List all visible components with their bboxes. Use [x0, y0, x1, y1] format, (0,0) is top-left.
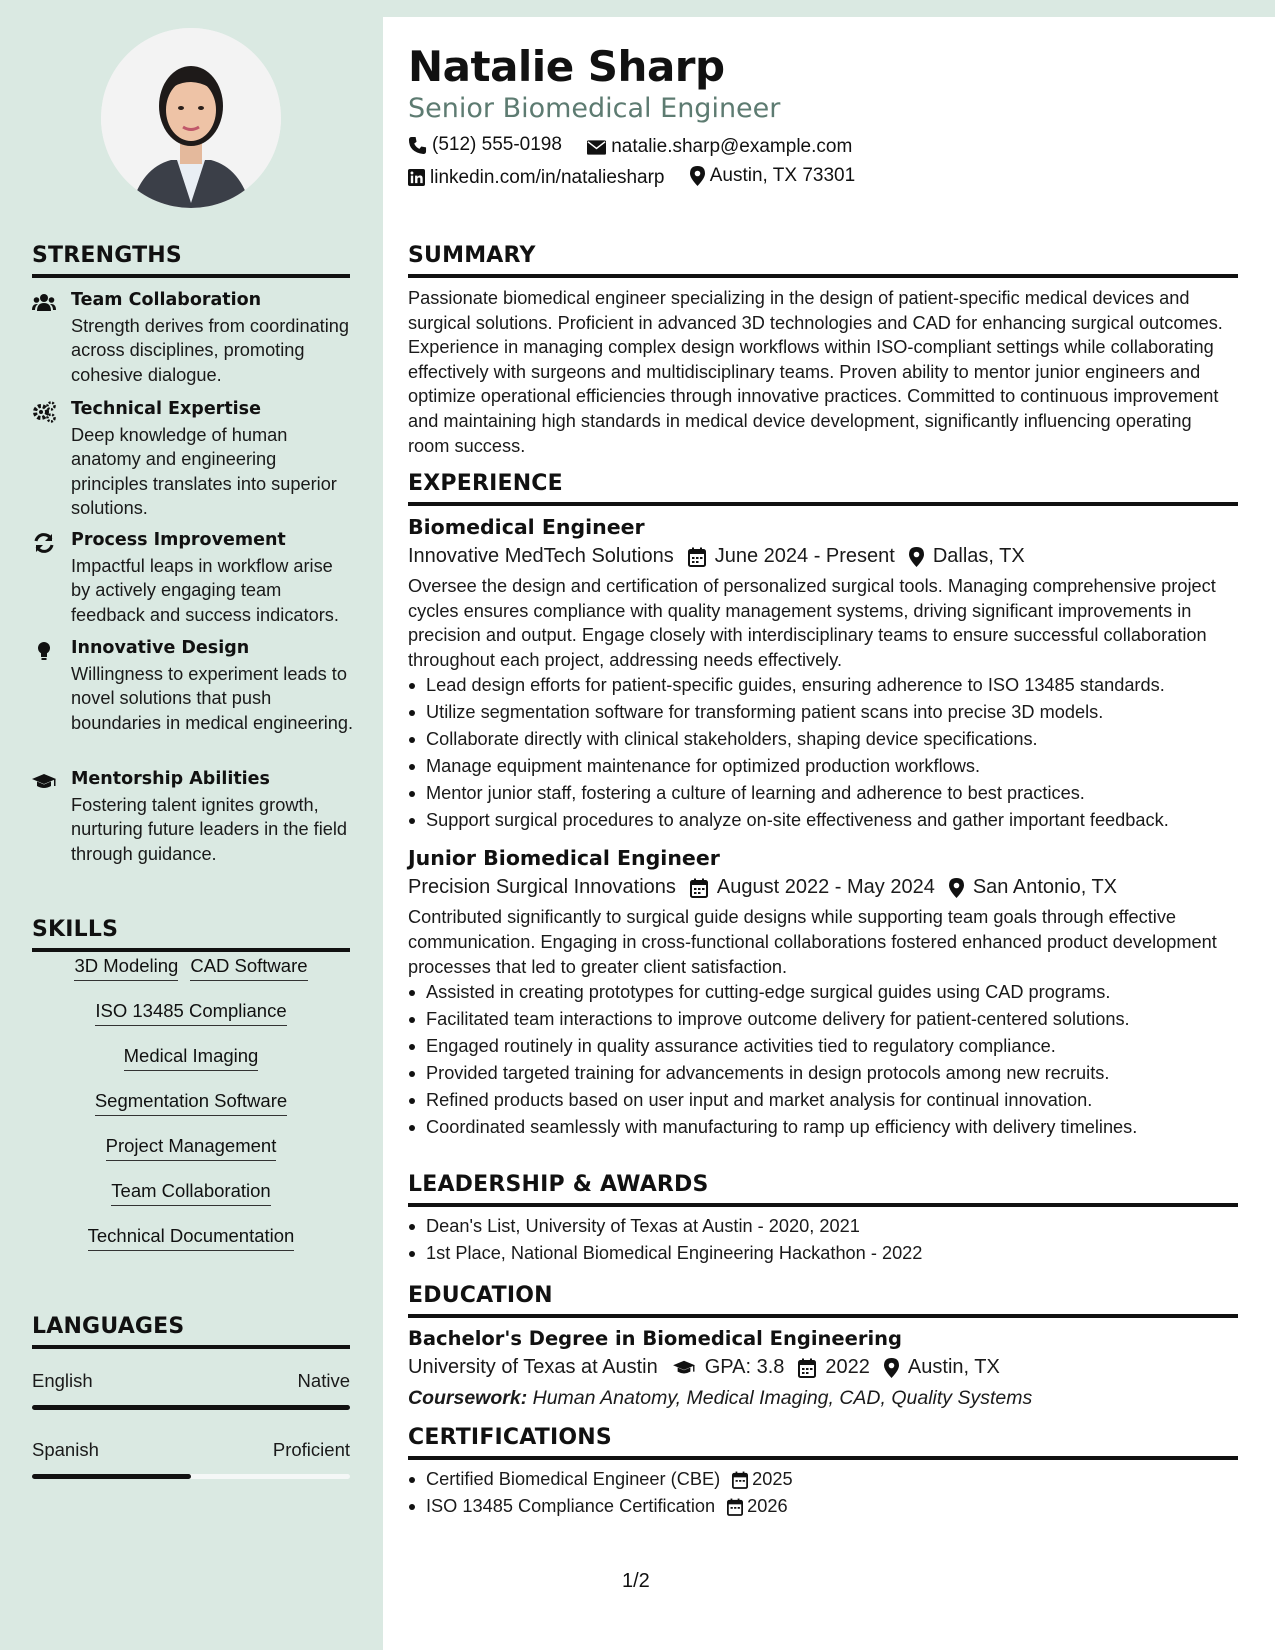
- job-title: Biomedical Engineer: [408, 515, 645, 539]
- skills-heading: SKILLS: [32, 917, 350, 952]
- job-dates: August 2022 - May 2024: [716, 876, 935, 899]
- strength-title: Mentorship Abilities: [71, 769, 270, 789]
- language-bar: [32, 1405, 350, 1410]
- calendar-icon: [727, 1498, 743, 1516]
- school-location: Austin, TX: [907, 1356, 1000, 1378]
- location-pin-icon: [949, 878, 964, 898]
- location-pin-icon: [690, 166, 705, 186]
- job-bullet: Lead design efforts for patient-specific guides, ensuring adherence to ISO 13485 standards.: [426, 672, 1238, 699]
- job-dates: June 2024 - Present: [714, 545, 895, 567]
- language-level: Proficient: [272, 1439, 350, 1460]
- candidate-name: Natalie Sharp: [408, 42, 725, 91]
- strength-title: Innovative Design: [71, 638, 250, 658]
- job-meta: [408, 545, 1238, 568]
- job-bullet: Support surgical procedures to analyze on-site effectiveness and gather important feedback.: [426, 807, 1238, 834]
- certifications-section: [408, 1425, 1238, 1520]
- email-link[interactable]: natalie.sharp@example.com: [611, 136, 853, 157]
- certifications-heading: CERTIFICATIONS: [408, 1425, 1238, 1460]
- strengths-section: [32, 243, 350, 278]
- languages-heading: LANGUAGES: [32, 1314, 350, 1349]
- education-section: [408, 1283, 1238, 1410]
- strength-title: Technical Expertise: [71, 399, 261, 419]
- skill-tag: CAD Software: [190, 955, 307, 981]
- job-bullet: Assisted in creating prototypes for cutting-edge surgical guides using CAD programs.: [426, 979, 1238, 1006]
- graduation-cap-icon: [672, 1358, 696, 1378]
- language-bar-fill: [32, 1474, 191, 1479]
- summary-heading: SUMMARY: [408, 243, 1238, 278]
- graduation-year: 2022: [825, 1356, 870, 1378]
- language-bar: [32, 1474, 350, 1479]
- job-company: Precision Surgical Innovations: [408, 876, 676, 899]
- skills-section: [32, 917, 350, 952]
- languages-section: [32, 1314, 350, 1349]
- lightbulb-icon: [32, 640, 56, 662]
- degree-title: Bachelor's Degree in Biomedical Engineering: [408, 1327, 902, 1350]
- envelope-icon: [587, 140, 606, 155]
- job-entry: [408, 846, 1238, 1141]
- location-text: Austin, TX 73301: [709, 165, 856, 186]
- language-level: Native: [297, 1370, 350, 1391]
- job-entry: [408, 515, 1238, 834]
- linkedin-link[interactable]: linkedin.com/in/nataliesharp: [430, 166, 665, 188]
- certification-name: Certified Biomedical Engineer (CBE): [426, 1469, 721, 1489]
- job-bullet: Utilize segmentation software for transforming patient scans into precise 3D models.: [426, 699, 1238, 726]
- calendar-icon: [688, 547, 706, 567]
- leadership-item: 1st Place, National Biomedical Engineering Hackathon - 2022: [426, 1240, 1238, 1267]
- calendar-icon: [690, 878, 708, 898]
- job-bullet: Manage equipment maintenance for optimized production workflows.: [426, 753, 1238, 780]
- location-pin-icon: [909, 547, 924, 567]
- contact-row: [408, 134, 872, 161]
- job-bullet: Refined products based on user input and market analysis for continual innovation.: [426, 1087, 1238, 1114]
- certification-year: 2025: [752, 1469, 793, 1489]
- summary-text: Passionate biomedical engineer specializing in the design of patient-specific medical devices and surgical solutions. Proficient in advanced 3D technologies and CAD for enhancing surgical outcomes. Experience in managing complex design workflows within ISO-compliant settings while collaborating effectively with surgeons and multidisciplinary teams. Proven ability to mentor junior engineers and optimize operational efficiencies through innovative practices. Committed to continuous improvement and maintaining high standards in medical device development, significantly influencing operating room success.: [408, 288, 1223, 456]
- job-bullet: Mentor junior staff, fostering a culture of learning and adherence to best practices.: [426, 780, 1238, 807]
- job-location: Dallas, TX: [932, 545, 1025, 567]
- education-meta: [408, 1356, 1238, 1379]
- leadership-item: Dean's List, University of Texas at Austin - 2020, 2021: [426, 1213, 1238, 1240]
- calendar-icon: [732, 1471, 748, 1489]
- strength-desc: Deep knowledge of human anatomy and engineering principles translates into superior solutions.: [71, 425, 337, 518]
- coursework-label: Coursework:: [408, 1387, 528, 1409]
- contact-row: [408, 165, 875, 192]
- skill-tag: Medical Imaging: [124, 1045, 259, 1071]
- leadership-heading: LEADERSHIP & AWARDS: [408, 1172, 1238, 1207]
- phone-text: (512) 555-0198: [432, 134, 562, 155]
- strength-desc: Impactful leaps in workflow arise by actively engaging team feedback and success indicators.: [71, 556, 339, 625]
- coursework-line: [408, 1387, 1238, 1410]
- linkedin-icon: [408, 169, 425, 186]
- skill-tag: Segmentation Software: [95, 1090, 287, 1116]
- certifications-list: [408, 1466, 1238, 1520]
- skill-tag: ISO 13485 Compliance: [95, 1000, 286, 1026]
- strength-desc: Fostering talent ignites growth, nurturing future leaders in the field through guidance.: [71, 795, 348, 864]
- strength-desc: Strength derives from coordinating across disciplines, promoting cohesive dialogue.: [71, 316, 350, 385]
- language-name: Spanish: [32, 1439, 99, 1460]
- certification-item: [426, 1466, 1238, 1493]
- job-company: Innovative MedTech Solutions: [408, 545, 674, 567]
- strengths-heading: STRENGTHS: [32, 243, 350, 278]
- strength-title: Team Collaboration: [71, 290, 262, 310]
- strength-desc: Willingness to experiment leads to novel solutions that push boundaries in medical engineering.: [71, 664, 354, 733]
- candidate-title: Senior Biomedical Engineer: [408, 93, 781, 124]
- job-bullets: [408, 979, 1238, 1141]
- language-bar-fill: [32, 1405, 350, 1410]
- summary-section: [408, 243, 1238, 458]
- job-title: Junior Biomedical Engineer: [408, 846, 720, 871]
- school-name: University of Texas at Austin: [408, 1356, 658, 1378]
- gears-icon: [32, 401, 56, 423]
- leadership-section: [408, 1172, 1238, 1267]
- skill-tag: 3D Modeling: [74, 955, 178, 981]
- experience-heading: EXPERIENCE: [408, 471, 1238, 506]
- experience-section: [408, 471, 1238, 1141]
- job-description: Oversee the design and certification of personalized surgical tools. Managing comprehensive project cycles ensures compliance with quality management systems, driving significant improvements in precision and output. Engage closely with interdisciplinary teams to ensure successful collaboration throughout each project, addressing needs effectively.: [408, 576, 1216, 670]
- calendar-icon: [798, 1358, 816, 1378]
- language-name: English: [32, 1370, 93, 1391]
- gpa-text: GPA: 3.8: [704, 1356, 785, 1378]
- coursework-text: Human Anatomy, Medical Imaging, CAD, Quality Systems: [532, 1387, 1033, 1409]
- certification-item: [426, 1493, 1238, 1520]
- job-bullet: Collaborate directly with clinical stakeholders, shaping device specifications.: [426, 726, 1238, 753]
- job-meta: [408, 876, 1238, 899]
- job-location: San Antonio, TX: [972, 876, 1118, 899]
- certification-year: 2026: [747, 1496, 788, 1516]
- phone-icon: [408, 136, 427, 155]
- job-bullet: Provided targeted training for advancements in design protocols among new recruits.: [426, 1060, 1238, 1087]
- education-heading: EDUCATION: [408, 1283, 1238, 1318]
- page-number: 1/2: [622, 1570, 650, 1592]
- strength-title: Process Improvement: [71, 530, 286, 550]
- skill-tag: Project Management: [106, 1135, 277, 1161]
- avatar: [101, 28, 281, 208]
- job-description: Contributed significantly to surgical guide designs while supporting team goals through effective communication. Engaging in cross-functional collaborations fostered enhanced product development processes that led to greater client satisfaction.: [408, 907, 1217, 977]
- job-bullet: Coordinated seamlessly with manufacturing to ramp up efficiency with delivery timelines.: [426, 1114, 1238, 1141]
- job-bullets: [408, 672, 1238, 834]
- location-pin-icon: [884, 1358, 899, 1378]
- graduation-cap-icon: [32, 771, 56, 793]
- job-bullet: Facilitated team interactions to improve outcome delivery for patient-centered solutions.: [426, 1006, 1238, 1033]
- skills-list: [32, 955, 350, 1270]
- users-icon: [32, 292, 56, 314]
- job-bullet: Engaged routinely in quality assurance activities tied to regulatory compliance.: [426, 1033, 1238, 1060]
- certification-name: ISO 13485 Compliance Certification: [426, 1496, 716, 1516]
- sync-icon: [32, 532, 56, 554]
- leadership-list: [408, 1213, 1238, 1267]
- skill-tag: Team Collaboration: [111, 1180, 270, 1206]
- skill-tag: Technical Documentation: [88, 1225, 295, 1251]
